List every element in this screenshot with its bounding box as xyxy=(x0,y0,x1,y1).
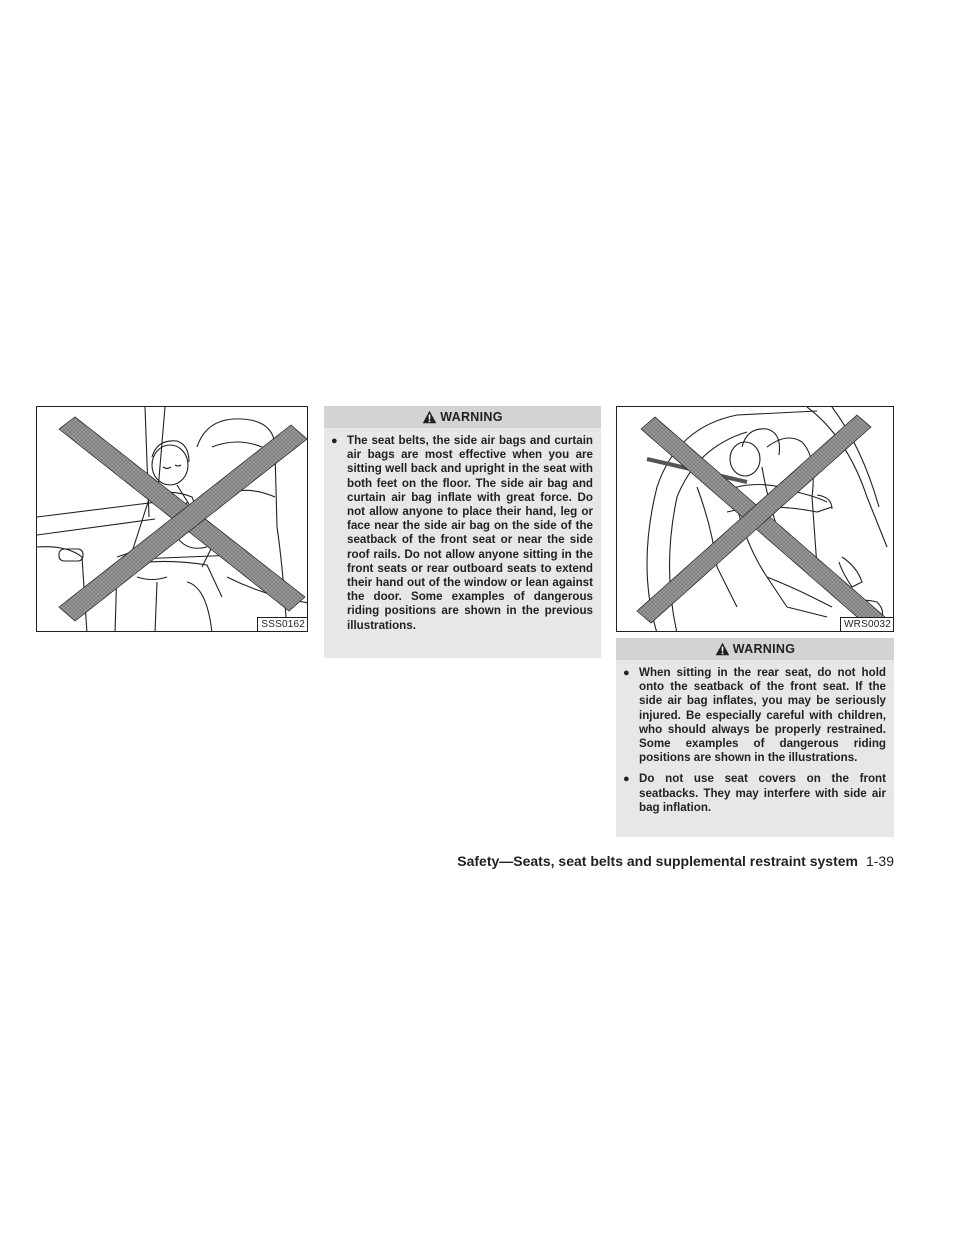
warning-item xyxy=(622,666,886,765)
figure-code-label: WRS0032 xyxy=(840,617,893,631)
illustration-rear-passenger xyxy=(616,406,894,632)
warning-list xyxy=(324,428,601,633)
seated-passenger-drawing xyxy=(37,407,308,632)
warning-item-text: Do not use seat covers on the front seatbacks. They may interfere with side air bag inflation. xyxy=(639,772,886,814)
warning-item xyxy=(330,434,593,633)
bullet-icon: ● xyxy=(623,667,630,679)
bullet-icon: ● xyxy=(623,773,630,786)
warning-triangle-icon xyxy=(422,410,437,424)
warning-box xyxy=(616,638,894,837)
warning-item-text: When sitting in the rear seat, do not hold onto the seatback of the front seat. If the side air bag inflates, you may be seriously injured. Be especially careful with children, who should always be properly restrained. Some examples of dangerous riding positions are shown in the illustrations. xyxy=(639,666,886,765)
warning-item xyxy=(622,772,886,815)
warning-header xyxy=(616,638,894,660)
rear-passenger-drawing xyxy=(617,407,894,632)
page-number: 1-39 xyxy=(865,853,894,869)
bullet-icon: ● xyxy=(331,435,338,447)
warning-list xyxy=(616,660,894,815)
warning-triangle-icon xyxy=(715,642,730,656)
figure-code-label: SSS0162 xyxy=(257,617,307,631)
warning-box xyxy=(324,406,601,658)
illustration-seated-passenger xyxy=(36,406,308,632)
warning-item-text: The seat belts, the side air bags and curtain air bags are most effective when you are sitting well back and upright in the seat with both feet on the floor. The side air bag and curtain air bag inflate with great force. Do not allow anyone to place their hand, leg or face near the side air bag on the side of the seatback of the front seat or near the side roof rails. Do not allow anyone sitting in the front seats or rear outboard seats to extend their hand out of the window or lean against the door. Some examples of dangerous riding positions are shown in the previous illustrations. xyxy=(347,434,593,632)
section-title: Safety—Seats, seat belts and supplemental restraint system xyxy=(457,853,858,869)
warning-header xyxy=(324,406,601,428)
warning-heading-text: WARNING xyxy=(440,410,503,424)
page-footer xyxy=(457,853,894,869)
warning-heading-text: WARNING xyxy=(732,642,796,656)
